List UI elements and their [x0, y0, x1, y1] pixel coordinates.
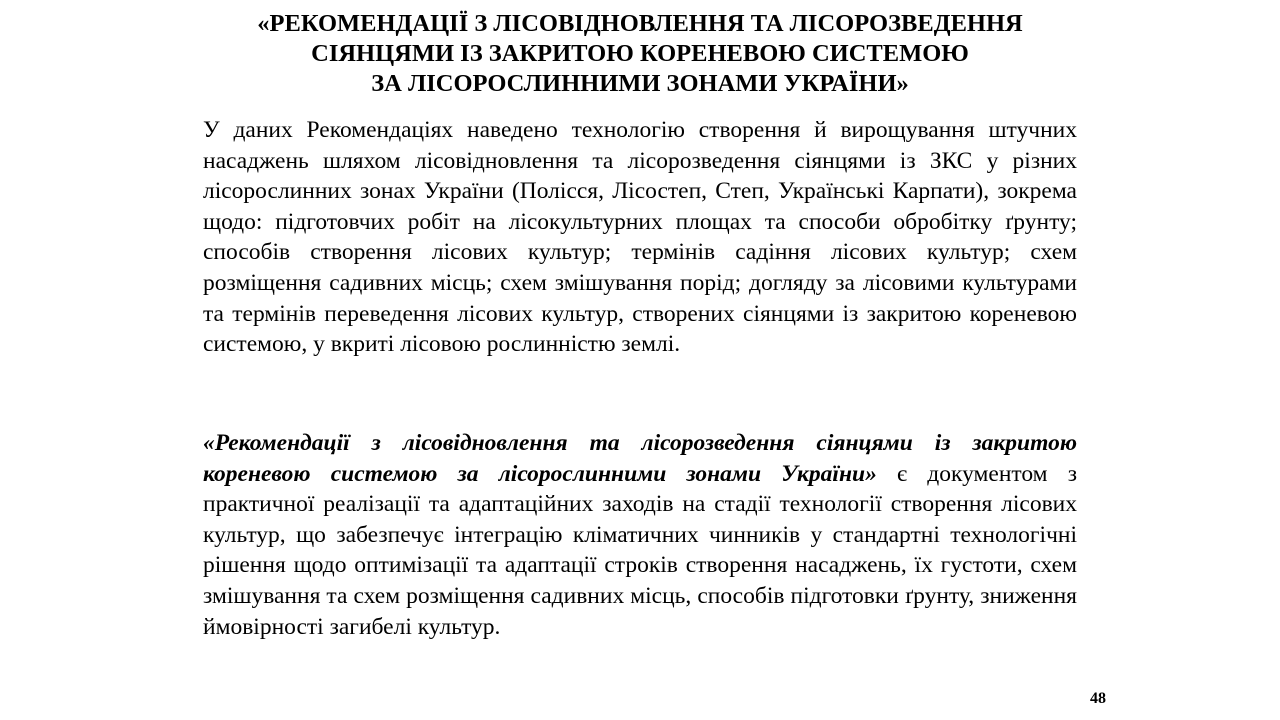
document-title	[140, 9, 1140, 99]
paragraph-2	[203, 428, 1077, 642]
paragraph-1: У даних Рекомендаціях наведено технологію створення й вирощування штучних насаджень шляхом лісовідновлення та лісорозведення сіянцями із ЗКС у різних лісорослинних зонах України (Полісся, Лісостеп, Степ, Українські Карпати), зокрема щодо: підготовчих робіт на лісокультурних площах та способи обробітку ґрунту; способів створення лісових культур; термінів садіння лісових культур; схем розміщення садивних місць; схем змішування порід; догляду за лісовими культурами та термінів переведення лісових культур, створених сіянцями із закритою кореневою системою, у вкриті лісовою рослинністю землі.	[203, 117, 1077, 358]
title-line-1: «РЕКОМЕНДАЦІЇ З ЛІСОВІДНОВЛЕННЯ ТА ЛІСОРОЗВЕДЕННЯ	[257, 10, 1023, 37]
paragraph-2-text: є документом з практичної реалізації та адаптаційних заходів на стадії технології створення лісових культур, що забезпечує інтеграцію кліматичних чинників у стандартні технологічні рішення щодо оптимізації та адаптації строків створення насаджень, їх густоти, схем змішування та схем розміщення садивних місць, способів підготовки ґрунту, зниження ймовірності загибелі культур.	[203, 460, 1077, 640]
paragraph-2-emphasis: «Рекомендації з лісовідновлення та лісорозведення сіянцями із закритою кореневою системою за лісорослинними зонами України»	[203, 430, 1077, 487]
page-number: 48	[1090, 690, 1106, 707]
title-line-2: СІЯНЦЯМИ ІЗ ЗАКРИТОЮ КОРЕНЕВОЮ СИСТЕМОЮ	[311, 40, 969, 67]
title-line-3: ЗА ЛІСОРОСЛИННИМИ ЗОНАМИ УКРАЇНИ»	[371, 70, 909, 97]
